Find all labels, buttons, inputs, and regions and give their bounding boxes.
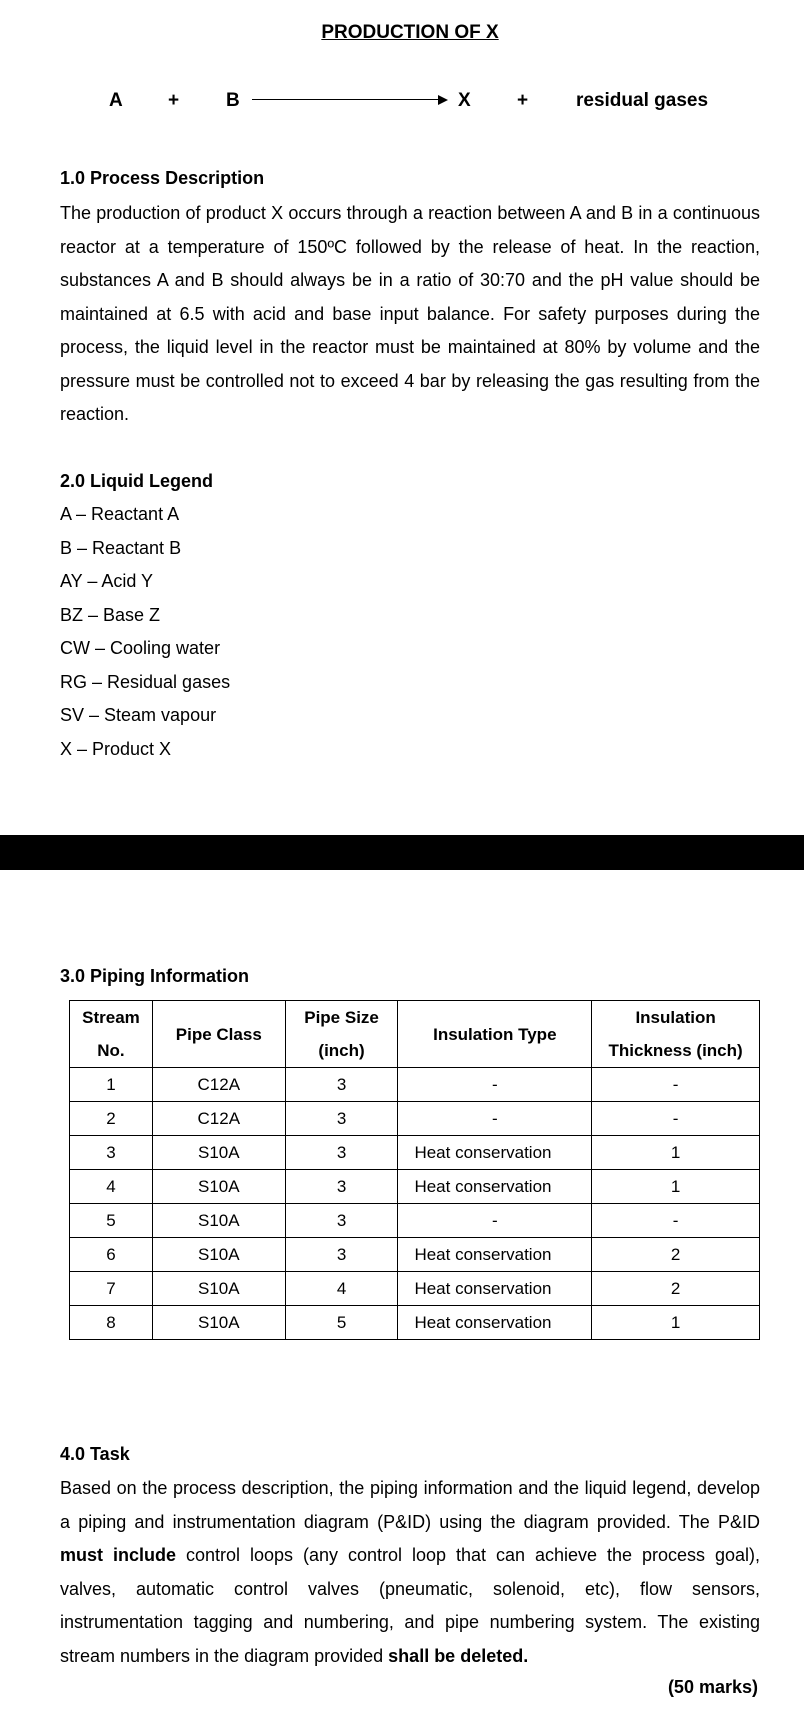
- cell-thickness: -: [592, 1102, 760, 1136]
- table-row: [70, 1136, 760, 1170]
- header-pipe-class: Pipe Class: [152, 1001, 285, 1068]
- byproduct: residual gases: [576, 90, 709, 111]
- cell-thickness: 1: [592, 1306, 760, 1340]
- table-row: [70, 1102, 760, 1136]
- legend-item: RG – Residual gases: [60, 671, 231, 692]
- legend-item: B – Reactant B: [60, 537, 182, 558]
- page-title: PRODUCTION OF X: [321, 22, 499, 43]
- cell-thickness: 2: [592, 1272, 760, 1306]
- shall-be-deleted-emphasis: shall be deleted.: [388, 1645, 529, 1666]
- cell-pipe-class: C12A: [152, 1068, 285, 1102]
- cell-stream: 7: [70, 1272, 153, 1306]
- cell-pipe-size: 3: [285, 1238, 398, 1272]
- marks-label: (50 marks): [667, 1677, 758, 1697]
- cell-pipe-class: S10A: [152, 1272, 285, 1306]
- cell-pipe-size: 4: [285, 1272, 398, 1306]
- cell-pipe-size: 3: [285, 1102, 398, 1136]
- must-include-emphasis: must include: [60, 1545, 176, 1565]
- product-x: X: [458, 90, 471, 111]
- cell-stream: 8: [70, 1306, 153, 1340]
- cell-pipe-size: 3: [285, 1170, 398, 1204]
- table-row: [70, 1204, 760, 1238]
- cell-pipe-class: S10A: [152, 1136, 285, 1170]
- header-pipe-size: Pipe Size (inch): [285, 1001, 398, 1068]
- legend-item: SV – Steam vapour: [60, 705, 217, 725]
- plus-sign-2: +: [517, 90, 529, 111]
- header-insulation-thickness: Insulation Thickness (inch): [592, 1001, 760, 1068]
- section-heading-liquid-legend: 2.0 Liquid Legend: [60, 471, 214, 491]
- reactant-a: A: [109, 90, 123, 111]
- cell-pipe-size: 3: [285, 1068, 398, 1102]
- table-row: [70, 1238, 760, 1272]
- cell-stream: 2: [70, 1102, 153, 1136]
- table-row: [70, 1068, 760, 1102]
- cell-insulation-type: -: [398, 1204, 592, 1238]
- cell-pipe-size: 3: [285, 1136, 398, 1170]
- section-heading-process-description: 1.0 Process Description: [60, 168, 265, 188]
- cell-stream: 1: [70, 1068, 153, 1102]
- table-header-row: [70, 1001, 760, 1068]
- cell-insulation-type: Heat conservation: [398, 1306, 592, 1340]
- cell-thickness: -: [592, 1068, 760, 1102]
- section-heading-piping-information: 3.0 Piping Information: [60, 966, 250, 986]
- piping-information-table: [69, 1000, 760, 1340]
- legend-item: CW – Cooling water: [60, 638, 221, 658]
- cell-thickness: 1: [592, 1170, 760, 1204]
- task-description-text: Based on the process description, the piping information and the liquid legend, develop a piping and instrumentation diagram (P&ID) using the diagram provided. The P&ID must include control loops (any control loop that can achieve the process goal), valves, automatic control valves (pneumatic, solenoid, etc), flow sensors, instrumentation tagging and numbering, and pipe numbering system. The existing stream numbers in the diagram provided shall be deleted.: [60, 1478, 761, 1666]
- cell-thickness: -: [592, 1204, 760, 1238]
- cell-thickness: 2: [592, 1238, 760, 1272]
- cell-pipe-size: 3: [285, 1204, 398, 1238]
- cell-pipe-class: S10A: [152, 1204, 285, 1238]
- liquid-legend-list: [60, 498, 230, 766]
- cell-insulation-type: Heat conservation: [398, 1272, 592, 1306]
- legend-item: X – Product X: [60, 738, 172, 759]
- legend-item: BZ – Base Z: [60, 604, 161, 625]
- reaction-arrow-line: [252, 99, 440, 100]
- cell-stream: 6: [70, 1238, 153, 1272]
- reactant-b: B: [226, 90, 240, 111]
- header-insulation-type: Insulation Type: [398, 1001, 592, 1068]
- legend-item: AY – Acid Y: [60, 571, 154, 591]
- table-row: [70, 1306, 760, 1340]
- cell-pipe-class: S10A: [152, 1238, 285, 1272]
- cell-thickness: 1: [592, 1136, 760, 1170]
- cell-pipe-size: 5: [285, 1306, 398, 1340]
- cell-pipe-class: C12A: [152, 1102, 285, 1136]
- cell-insulation-type: Heat conservation: [398, 1136, 592, 1170]
- page-divider-bar: [0, 835, 804, 870]
- process-description-text: The production of product X occurs through a reaction between A and B in a continuous reactor at a temperature of 150ºC followed by the release of heat. In the reaction, substances A and B should always be in a ratio of 30:70 and the pH value should be maintained at 6.5 with acid and base input balance. For safety purposes during the process, the liquid level in the reactor must be maintained at 80% by volume and the pressure must be controlled not to exceed 4 bar by releasing the gas resulting from the reaction.: [60, 203, 760, 424]
- cell-insulation-type: Heat conservation: [398, 1170, 592, 1204]
- cell-stream: 4: [70, 1170, 153, 1204]
- legend-item: A – Reactant A: [60, 504, 180, 524]
- cell-insulation-type: -: [398, 1102, 592, 1136]
- table-row: [70, 1170, 760, 1204]
- section-heading-task: 4.0 Task: [60, 1444, 130, 1464]
- plus-sign: +: [168, 90, 180, 111]
- cell-stream: 5: [70, 1204, 153, 1238]
- table-row: [70, 1272, 760, 1306]
- cell-stream: 3: [70, 1136, 153, 1170]
- header-stream-no: Stream No.: [70, 1001, 153, 1068]
- reaction-arrow-icon: [438, 95, 448, 105]
- cell-pipe-class: S10A: [152, 1306, 285, 1340]
- cell-insulation-type: Heat conservation: [398, 1238, 592, 1272]
- cell-insulation-type: -: [398, 1068, 592, 1102]
- cell-pipe-class: S10A: [152, 1170, 285, 1204]
